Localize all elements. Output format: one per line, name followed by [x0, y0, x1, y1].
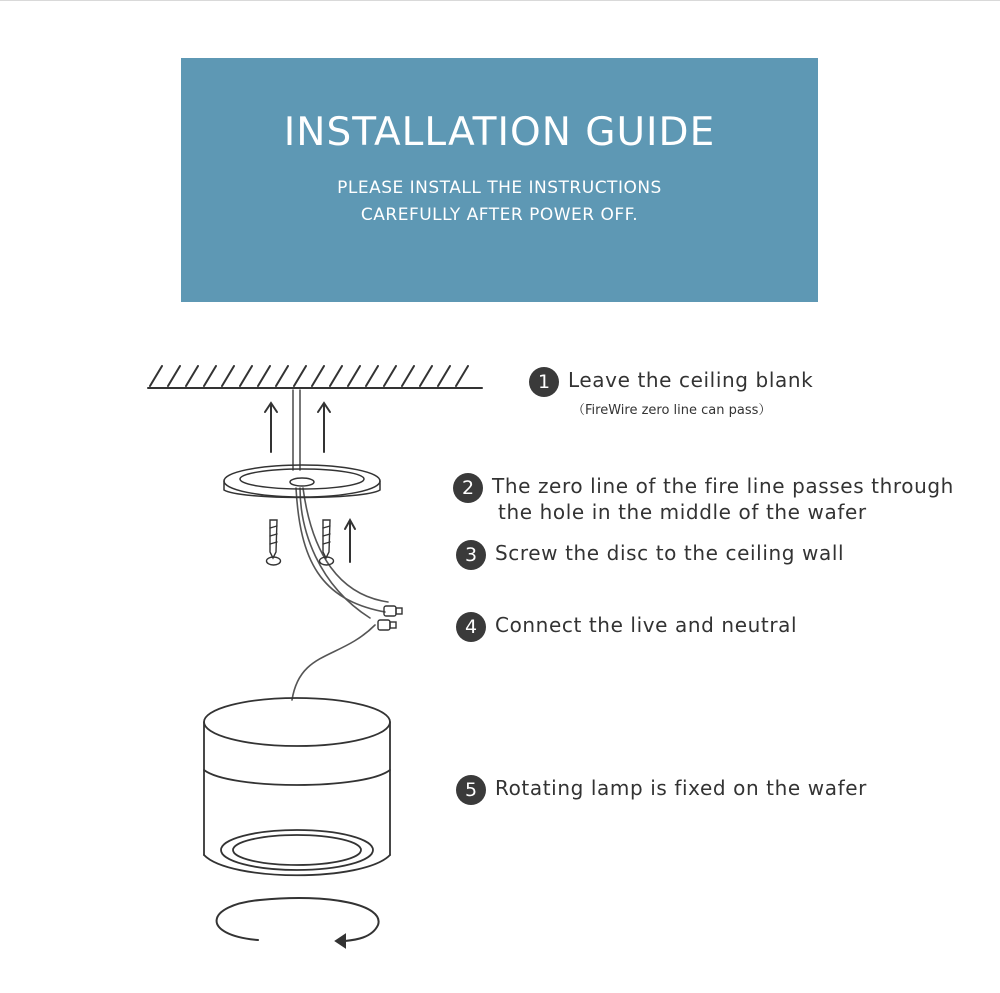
up-arrow-icon — [265, 403, 355, 562]
step-4-text: Connect the live and neutral — [495, 613, 798, 637]
step-2-number: 2 — [453, 473, 483, 503]
cylinder-lamp — [204, 698, 390, 875]
step-1-number: 1 — [529, 367, 559, 397]
step-1-text: Leave the ceiling blank — [568, 368, 814, 392]
step-2-text-line1: The zero line of the fire line passes through — [492, 474, 954, 498]
rotate-arrow-icon — [217, 898, 379, 947]
banner-subtitle-line1: PLEASE INSTALL THE INSTRUCTIONS — [337, 178, 662, 198]
step-4-number: 4 — [456, 612, 486, 642]
step-2-text — [492, 473, 954, 525]
step-5 — [456, 775, 867, 805]
banner-title: INSTALLATION GUIDE — [283, 110, 716, 155]
step-3-text: Screw the disc to the ceiling wall — [495, 541, 845, 565]
step-5-number: 5 — [456, 775, 486, 805]
ceiling-hatch — [148, 366, 482, 388]
step-3 — [456, 540, 844, 570]
banner-subtitle-line2: CAREFULLY AFTER POWER OFF. — [360, 205, 639, 225]
step-2 — [453, 473, 954, 525]
step-4 — [456, 612, 797, 642]
step-1 — [529, 367, 813, 397]
wire-connector — [378, 606, 402, 630]
step-5-text: Rotating lamp is fixed on the wafer — [495, 776, 867, 800]
step-3-number: 3 — [456, 540, 486, 570]
mounting-disc — [224, 465, 380, 498]
power-wires — [292, 390, 388, 700]
step-1-note: （FireWire zero line can pass） — [572, 403, 772, 418]
step-2-text-line2: the hole in the middle of the wafer — [498, 500, 867, 524]
